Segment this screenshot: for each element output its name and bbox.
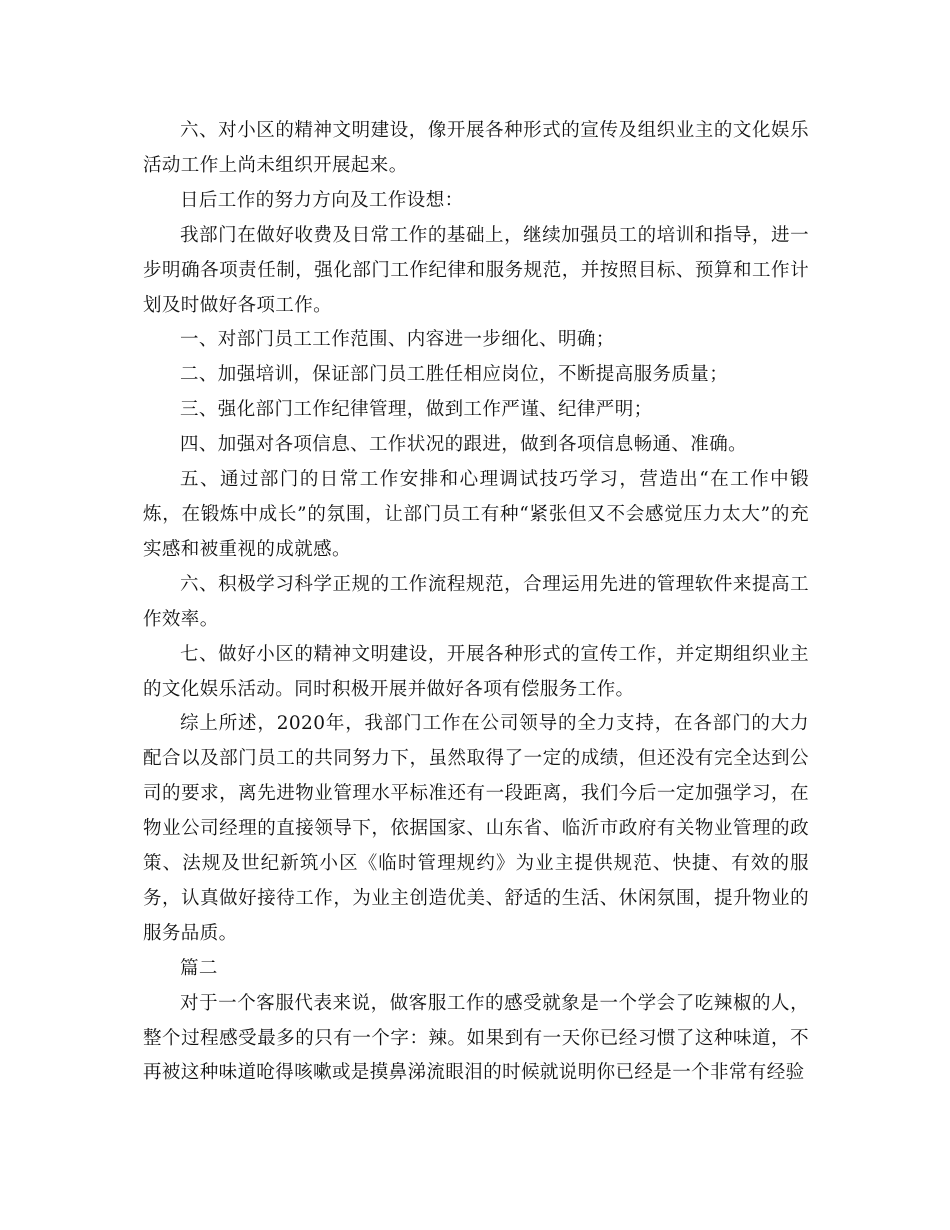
paragraph-plan-item-5: 五、通过部门的日常工作安排和心理调试技巧学习，营造出“在工作中锻炼，在锻炼中成长”的氛围，让部门员工有种“紧张但又不会感觉压力太大”的充实感和被重视的成就感。 <box>143 469 809 560</box>
paragraph-plan-item-2: 二、加强培训，保证部门员工胜任相应岗位，不断提高服务质量； <box>180 364 729 386</box>
paragraph-plan-item-4: 四、加强对各项信息、工作状况的跟进，做到各项信息畅通、准确。 <box>180 434 748 456</box>
paragraph-plan-item-6: 六、积极学习科学正规的工作流程规范，合理运用先进的管理软件来提高工作效率。 <box>143 573 809 630</box>
paragraph-plan-item-7: 七、做好小区的精神文明建设，开展各种形式的宣传工作，并定期组织业主的文化娱乐活动。同时积极开展并做好各项有偿服务工作。 <box>143 643 809 700</box>
paragraph-department-plan: 我部门在做好收费及日常工作的基础上，继续加强员工的培训和指导，进一步明确各项责任制，强化部门工作纪律和服务规范，并按照目标、预算和工作计划及时做好各项工作。 <box>143 224 809 316</box>
paragraph-item-6-incomplete: 六、对小区的精神文明建设，像开展各种形式的宣传及组织业主的文化娱乐活动工作上尚未组织开展起来。 <box>143 120 809 176</box>
paragraph-plan-item-3: 三、强化部门工作纪律管理，做到工作严谨、纪律严明； <box>180 399 653 421</box>
paragraph-summary: 综上所述，2020年，我部门工作在公司领导的全力支持，在各部门的大力配合以及部门员工的共同努力下，虽然取得了一定的成绩，但还没有完全达到公司的要求，离先进物业管理水平标准还有一段距离，我们今后一定加强学习，在物业公司经理的直接领导下，依据国家、山东省、临沂市政府有关物业管理的政策、法规及世纪新筑小区《临时管理规约》为业主提供规范、快捷、有效的服务，认真做好接待工作，为业主创造优美、舒适的生活、休闲氛围，提升物业的服务品质。 <box>143 713 809 944</box>
section-heading-part-two: 篇二 <box>180 957 218 979</box>
paragraph-plan-item-1: 一、对部门员工工作范围、内容进一步细化、明确； <box>180 329 615 351</box>
document-body <box>143 114 809 1091</box>
paragraph-future-direction-heading: 日后工作的努力方向及工作设想： <box>180 189 464 211</box>
paragraph-customer-service: 对于一个客服代表来说，做客服工作的感受就象是一个学会了吃辣椒的人，整个过程感受最多的只有一个字：辣。如果到有一天你已经习惯了这种味道，不再被这种味道呛得咳嗽或是摸鼻涕流眼泪的时候就说明你已经是一个非常有经验 <box>143 992 809 1084</box>
